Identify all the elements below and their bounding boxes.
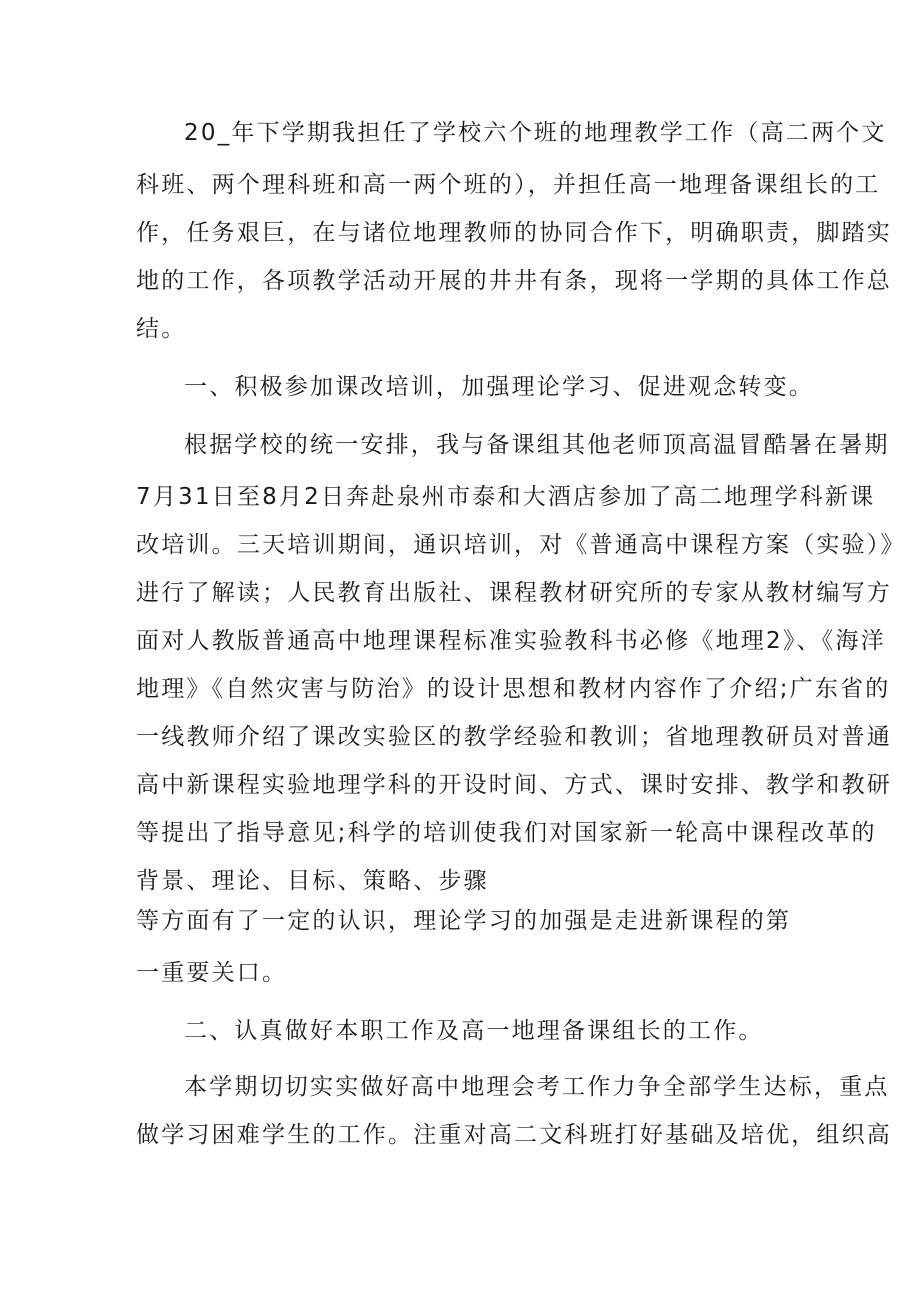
text-line: 做学习困难学生的工作。注重对高二文科班打好基础及培优，组织高 (136, 1122, 892, 1148)
text-line: 背景、理论、目标、策略、步骤 (136, 868, 489, 894)
section-heading: 二、认真做好本职工作及高一地理备课组长的工作。 (184, 1018, 764, 1044)
text-line: 等方面有了一定的认识，理论学习的加强是走进新课程的第 (136, 908, 792, 934)
text-line: 高中新课程实验地理学科的开设时间、方式、课时安排、教学和教研 (136, 772, 892, 798)
text-line: 20_年下学期我担任了学校六个班的地理教学工作（高二两个文 (184, 120, 887, 146)
text-line: 改培训。三天培训期间，通识培训，对《普通高中课程方案（实验）》 (136, 532, 906, 558)
text-line: 地理》《自然灾害与防治》的设计思想和教材内容作了介绍;广东省的 (136, 676, 891, 702)
text-line: 一线教师介绍了课改实验区的教学经验和教训；省地理教研员对普通 (136, 724, 892, 750)
text-line: 进行了解读；人民教育出版社、课程教材研究所的专家从教材编写方 (136, 580, 892, 606)
text-line: 结。 (136, 316, 187, 342)
text-line: 科班、两个理科班和高一两个班的），并担任高一地理备课组长的工 (136, 172, 881, 198)
text-line: 作，任务艰巨，在与诸位地理教师的协同合作下，明确职责，脚踏实 (136, 220, 892, 246)
text-line: 面对人教版普通高中地理课程标准实验教科书必修《地理2》、《海洋 (136, 628, 886, 654)
text-line: 等提出了指导意见;科学的培训使我们对国家新一轮高中课程改革的 (136, 820, 877, 846)
text-line: 7月31日至8月2日奔赴泉州市泰和大酒店参加了高二地理学科新课 (136, 484, 876, 510)
text-line: 地的工作，各项教学活动开展的井井有条，现将一学期的具体工作总 (136, 268, 892, 294)
text-line: 本学期切切实实做好高中地理会考工作力争全部学生达标，重点 (184, 1074, 890, 1100)
text-line: 根据学校的统一安排，我与备课组其他老师顶高温冒酷暑在暑期 (184, 432, 890, 458)
text-line: 一重要关口。 (136, 960, 288, 986)
section-heading: 一、积极参加课改培训，加强理论学习、促进观念转变。 (184, 374, 814, 400)
